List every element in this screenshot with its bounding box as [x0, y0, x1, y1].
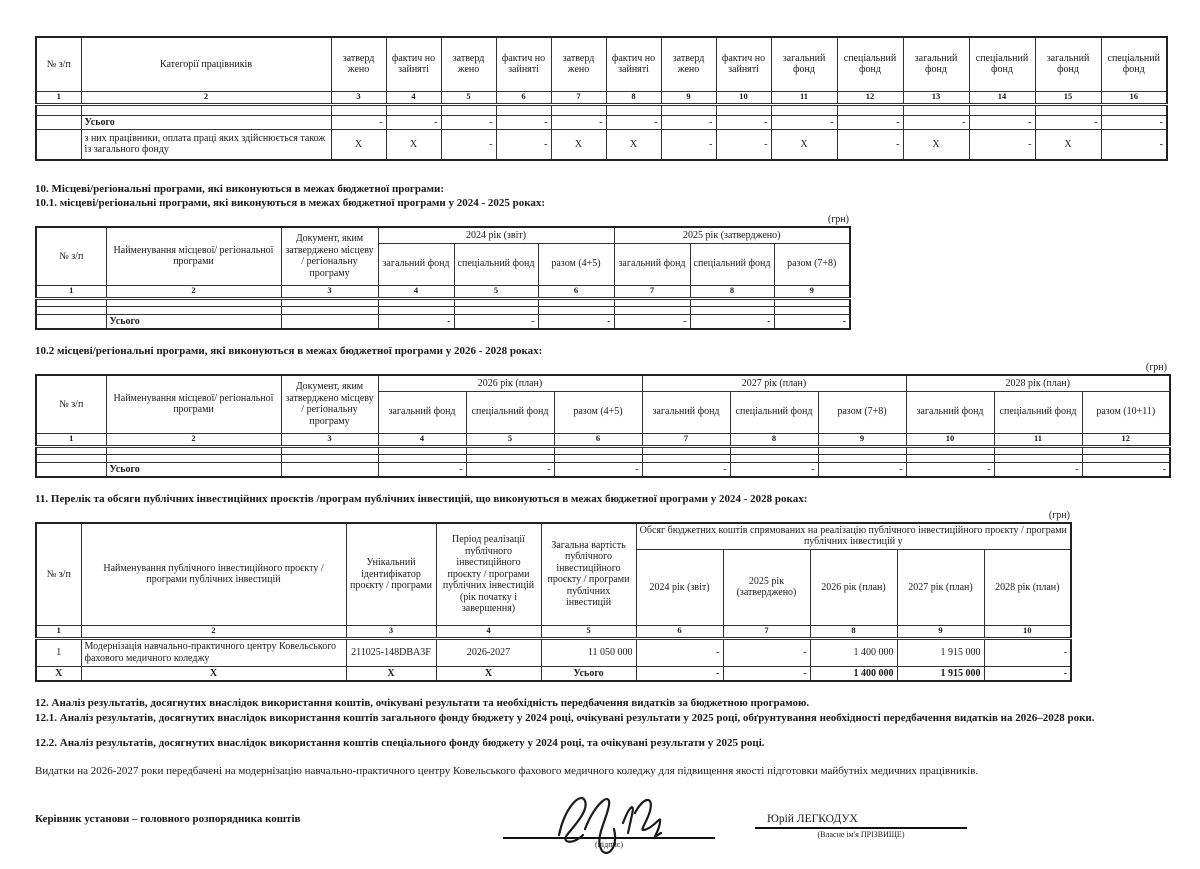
table-header-row [36, 523, 1071, 550]
total-2028: - [984, 666, 1071, 681]
col-occupied-header: фактич но зайняті [386, 37, 441, 91]
empty-row [36, 298, 850, 306]
empty-cell [994, 446, 1082, 454]
empty-cell [690, 306, 774, 314]
empty-cell [690, 298, 774, 306]
section-12-title: 12. Аналіз результатів, досягнутих внаслідок використання коштів, очікувані результати та необхідність передбачення видатків за бюджетною програмою. [35, 697, 810, 710]
year-2028-header: 2028 рік (план) [906, 375, 1170, 391]
col-period-header: Період реалізації публічного інвестиційного проєкту / програми публічних інвестицій (рік початку і завершення) [436, 523, 541, 626]
col-number: 11 [771, 91, 837, 104]
col-number: 3 [331, 91, 386, 104]
general-fund-header: загальний фонд [378, 243, 454, 285]
cell-value: - [441, 130, 496, 160]
col-number: 5 [454, 285, 538, 298]
total-label: Усього [81, 115, 331, 130]
budget-2027: 1 915 000 [897, 638, 984, 666]
empty-cell [661, 104, 716, 115]
col-project-name-header: Найменування публічного інвестиційного проєкту / програми публічних інвестицій [81, 523, 346, 626]
subcategory-label: з них працівники, оплата праці яких здійснюється також із загального фонду [81, 130, 331, 160]
total-x: X [436, 666, 541, 681]
empty-cell [378, 454, 466, 462]
col-number: 9 [661, 91, 716, 104]
col-number: 13 [903, 91, 969, 104]
empty-cell [496, 104, 551, 115]
empty-cell [454, 298, 538, 306]
col-special-fund-header: спеціальний фонд [837, 37, 903, 91]
project-name: Модернізація навчально-практичного центру Ковельського фахового медичного коледжу [81, 638, 346, 666]
empty-cell [903, 104, 969, 115]
col-number: 6 [554, 433, 642, 446]
general-fund-header: загальний фонд [614, 243, 690, 285]
column-numbers-row [36, 625, 1071, 638]
col-number: 2 [106, 285, 281, 298]
empty-cell [774, 306, 850, 314]
empty-cell [81, 104, 331, 115]
total-value: - [903, 115, 969, 130]
total-value: - [690, 314, 774, 329]
total-2026: 1 400 000 [810, 666, 897, 681]
total-value: - [771, 115, 837, 130]
year-2027-header: 2027 рік (план) [897, 549, 984, 625]
special-fund-header: спеціальний фонд [466, 391, 554, 433]
total-value: - [994, 462, 1082, 477]
cell-value: X [386, 130, 441, 160]
col-number: 4 [378, 285, 454, 298]
empty-cell [906, 454, 994, 462]
col-number: 5 [441, 91, 496, 104]
total-value: - [378, 314, 454, 329]
special-fund-header: спеціальний фонд [730, 391, 818, 433]
table-header-row [36, 227, 850, 243]
col-number: 6 [496, 91, 551, 104]
col-number: 4 [386, 91, 441, 104]
total-value: - [818, 462, 906, 477]
col-number: 5 [541, 625, 636, 638]
empty-cell [1082, 454, 1170, 462]
col-number: 3 [281, 285, 378, 298]
col-number: 6 [538, 285, 614, 298]
general-fund-header: загальний фонд [642, 391, 730, 433]
col-number: 8 [810, 625, 897, 638]
col-number: 16 [1101, 91, 1167, 104]
col-number: 10 [906, 433, 994, 446]
empty-cell [538, 298, 614, 306]
total-10-11-header: разом (10+11) [1082, 391, 1170, 433]
col-number: 8 [606, 91, 661, 104]
year-2024-header: 2024 рік (звіт) [636, 549, 723, 625]
col-identifier-header: Унікальний ідентифікатор проєкту / програми [346, 523, 436, 626]
col-special-fund-header: спеціальний фонд [1101, 37, 1167, 91]
empty-cell [36, 104, 81, 115]
empty-cell [837, 104, 903, 115]
total-value: - [386, 115, 441, 130]
staff-table [35, 36, 1168, 161]
empty-cell [1101, 104, 1167, 115]
budget-funds-span-header: Обсяг бюджетних коштів спрямованих на реалізацію публічного інвестиційного проєкту / програми публічних інвестицій у [636, 523, 1071, 550]
total-4-5-header: разом (4+5) [554, 391, 642, 433]
year-2024-header: 2024 рік (звіт) [378, 227, 614, 243]
section-10-2-title: 10.2 місцеві/регіональні програми, які виконуються в межах бюджетної програми у 2026 - 2028 роках: [35, 345, 543, 358]
total-2024: - [636, 666, 723, 681]
cell-value: X [903, 130, 969, 160]
total-row [36, 314, 850, 329]
year-2026-header: 2026 рік (план) [810, 549, 897, 625]
empty-cell [36, 462, 106, 477]
section-10-title: 10. Місцеві/регіональні програми, які виконуються в межах бюджетної програми: [35, 182, 445, 195]
budget-2025: - [723, 638, 810, 666]
col-number: 2 [81, 625, 346, 638]
col-general-fund-header: загальний фонд [771, 37, 837, 91]
empty-cell [551, 104, 606, 115]
cell-value: - [661, 130, 716, 160]
col-number: 7 [614, 285, 690, 298]
regional-programs-table-2026-2028 [35, 374, 1171, 478]
empty-cell [614, 306, 690, 314]
empty-cell [106, 306, 281, 314]
signature-block [35, 799, 1165, 849]
total-value: - [837, 115, 903, 130]
empty-cell [906, 446, 994, 454]
col-number: 1 [36, 91, 81, 104]
cell-value: X [1035, 130, 1101, 160]
col-number: 11 [994, 433, 1082, 446]
project-number: 1 [36, 638, 81, 666]
empty-cell [538, 306, 614, 314]
empty-cell [378, 298, 454, 306]
handwritten-signature [551, 783, 701, 869]
col-occupied-header: фактич но зайняті [716, 37, 771, 91]
col-number: 5 [466, 433, 554, 446]
total-value: - [466, 462, 554, 477]
empty-cell [818, 454, 906, 462]
empty-cell [281, 462, 378, 477]
cell-value: - [716, 130, 771, 160]
currency-units-label: (грн) [827, 214, 849, 226]
investment-projects-table [35, 522, 1072, 683]
signature-caption: (підпис) [594, 839, 623, 849]
cell-value: - [496, 130, 551, 160]
signature-area [503, 799, 715, 849]
col-number: 7 [642, 433, 730, 446]
total-7-8-header: разом (7+8) [774, 243, 850, 285]
col-number: 10 [716, 91, 771, 104]
col-number: 9 [818, 433, 906, 446]
empty-cell [466, 446, 554, 454]
general-fund-header: загальний фонд [378, 391, 466, 433]
total-value: - [661, 115, 716, 130]
total-value: - [969, 115, 1035, 130]
empty-cell [281, 306, 378, 314]
budget-2028: - [984, 638, 1071, 666]
year-2025-header: 2025 рік (затверджено) [614, 227, 850, 243]
col-approved-header: затверд жено [661, 37, 716, 91]
total-value: - [774, 314, 850, 329]
column-numbers-row [36, 433, 1170, 446]
total-value: - [614, 314, 690, 329]
name-caption: (Власне ім'я ПРІЗВИЩЕ) [817, 829, 905, 839]
empty-row [36, 104, 1167, 115]
col-number: 3 [346, 625, 436, 638]
empty-cell [281, 314, 378, 329]
total-value: - [1035, 115, 1101, 130]
col-approved-header: затверд жено [551, 37, 606, 91]
special-fund-header: спеціальний фонд [994, 391, 1082, 433]
empty-cell [774, 298, 850, 306]
empty-cell [281, 446, 378, 454]
regional-programs-table-2024-2025 [35, 226, 851, 330]
currency-units-label: (грн) [1048, 509, 1070, 521]
empty-cell [36, 306, 106, 314]
col-num-header: № з/п [36, 523, 81, 626]
empty-cell [378, 446, 466, 454]
empty-cell [642, 446, 730, 454]
empty-cell [454, 306, 538, 314]
budget-2026: 1 400 000 [810, 638, 897, 666]
col-num-header: № з/п [36, 375, 106, 433]
col-number: 4 [436, 625, 541, 638]
empty-cell [606, 104, 661, 115]
col-number: 12 [837, 91, 903, 104]
cell-value: X [331, 130, 386, 160]
year-2025-header: 2025 рік (затверджено) [723, 549, 810, 625]
project-cost: 11 050 000 [541, 638, 636, 666]
col-number: 4 [378, 433, 466, 446]
col-number: 10 [984, 625, 1071, 638]
col-special-fund-header: спеціальний фонд [969, 37, 1035, 91]
col-document-header: Документ, яким затверджено місцеву / регіональну програму [281, 375, 378, 433]
col-category-header: Категорії працівників [81, 37, 331, 91]
col-number: 2 [106, 433, 281, 446]
empty-cell [1035, 104, 1101, 115]
section-12-1-title: 12.1. Аналіз результатів, досягнутих внаслідок використання коштів загального фонду бюджету у 2024 році, очікувані результати у 2025 році, обґрунтування необхідності передбачення видатків на 2026–2028 роки. [35, 712, 1095, 725]
empty-row [36, 306, 850, 314]
section-12-2-title: 12.2. Аналіз результатів, досягнутих внаслідок використання коштів спеціального фонду бюджету у 2024 році, та очікувані результати у 2025 році. [35, 737, 765, 750]
total-x: X [81, 666, 346, 681]
total-2025: - [723, 666, 810, 681]
special-fund-header: спеціальний фонд [454, 243, 538, 285]
total-value: - [538, 314, 614, 329]
empty-cell [36, 115, 81, 130]
empty-cell [642, 454, 730, 462]
empty-cell [106, 298, 281, 306]
signatory-role: Керівник установи – головного розпорядника коштів [35, 812, 301, 825]
empty-row [36, 446, 1170, 454]
total-value: - [378, 462, 466, 477]
signatory-name-area [755, 799, 967, 839]
col-general-fund-header: загальний фонд [1035, 37, 1101, 91]
col-program-name-header: Найменування місцевої/ регіональної програми [106, 227, 281, 285]
empty-cell [331, 104, 386, 115]
empty-cell [466, 454, 554, 462]
total-value: - [496, 115, 551, 130]
empty-cell [554, 446, 642, 454]
year-2028-header: 2028 рік (план) [984, 549, 1071, 625]
empty-cell [281, 298, 378, 306]
col-num-header: № з/п [36, 37, 81, 91]
empty-cell [716, 104, 771, 115]
empty-cell [994, 454, 1082, 462]
col-approved-header: затверд жено [331, 37, 386, 91]
col-approved-header: затверд жено [441, 37, 496, 91]
empty-cell [36, 454, 106, 462]
empty-cell [36, 130, 81, 160]
empty-cell [36, 298, 106, 306]
empty-cell [441, 104, 496, 115]
staff-table-header [36, 37, 1167, 91]
col-number: 1 [36, 285, 106, 298]
col-number: 6 [636, 625, 723, 638]
col-number: 12 [1082, 433, 1170, 446]
cell-value: X [771, 130, 837, 160]
col-program-name-header: Найменування місцевої/ регіональної програми [106, 375, 281, 433]
empty-cell [386, 104, 441, 115]
empty-cell [771, 104, 837, 115]
general-fund-header: загальний фонд [906, 391, 994, 433]
total-value: - [606, 115, 661, 130]
total-row [36, 115, 1167, 130]
total-value: - [554, 462, 642, 477]
total-value: - [730, 462, 818, 477]
empty-cell [614, 298, 690, 306]
total-value: - [1082, 462, 1170, 477]
project-data-row [36, 638, 1071, 666]
total-x: X [346, 666, 436, 681]
currency-units-label: (грн) [1145, 362, 1167, 374]
empty-cell [36, 446, 106, 454]
cell-value: - [837, 130, 903, 160]
section-10-1-title: 10.1. місцеві/регіональні програми, які виконуються в межах бюджетної програми у 2024 - 2025 роках: [35, 197, 546, 210]
col-number: 2 [81, 91, 331, 104]
cell-value: X [606, 130, 661, 160]
total-value: - [716, 115, 771, 130]
col-number: 7 [551, 91, 606, 104]
col-cost-header: Загальна вартість публічного інвестиційного проєкту / програми публічних інвестицій [541, 523, 636, 626]
col-number: 9 [774, 285, 850, 298]
cell-value: - [969, 130, 1035, 160]
col-number: 1 [36, 625, 81, 638]
total-value: - [1101, 115, 1167, 130]
year-2026-header: 2026 рік (план) [378, 375, 642, 391]
empty-cell [106, 446, 281, 454]
empty-row [36, 454, 1170, 462]
total-x: X [36, 666, 81, 681]
col-number: 8 [690, 285, 774, 298]
empty-cell [969, 104, 1035, 115]
column-numbers-row [36, 91, 1167, 104]
col-number: 8 [730, 433, 818, 446]
total-value: - [551, 115, 606, 130]
project-period: 2026-2027 [436, 638, 541, 666]
total-value: - [454, 314, 538, 329]
col-occupied-header: фактич но зайняті [606, 37, 661, 91]
empty-cell [106, 454, 281, 462]
total-7-8-header: разом (7+8) [818, 391, 906, 433]
empty-cell [281, 454, 378, 462]
empty-cell [730, 446, 818, 454]
col-occupied-header: фактич но зайняті [496, 37, 551, 91]
total-label: Усього [541, 666, 636, 681]
year-2027-header: 2027 рік (план) [642, 375, 906, 391]
total-row [36, 666, 1071, 681]
empty-cell [1082, 446, 1170, 454]
col-document-header: Документ, яким затверджено місцеву / регіональну програму [281, 227, 378, 285]
cell-value: X [551, 130, 606, 160]
table-header-row [36, 375, 1170, 391]
total-4-5-header: разом (4+5) [538, 243, 614, 285]
col-number: 15 [1035, 91, 1101, 104]
expenditure-note: Видатки на 2026-2027 роки передбачені на модернізацію навчально-практичного центру Ковельського фахового медичного коледжу для підвищення якості підготовки майбутніх медичних працівників. [35, 764, 979, 777]
empty-cell [818, 446, 906, 454]
signatory-name: Юрій ЛЕГКОДУХ [755, 799, 967, 829]
total-value: - [441, 115, 496, 130]
total-label: Усього [106, 462, 281, 477]
col-number: 7 [723, 625, 810, 638]
col-number: 1 [36, 433, 106, 446]
total-label: Усього [106, 314, 281, 329]
total-value: - [642, 462, 730, 477]
special-fund-header: спеціальний фонд [690, 243, 774, 285]
empty-cell [730, 454, 818, 462]
total-2027: 1 915 000 [897, 666, 984, 681]
section-12 [35, 696, 1165, 778]
total-value: - [331, 115, 386, 130]
col-num-header: № з/п [36, 227, 106, 285]
cell-value: - [1101, 130, 1167, 160]
section-11-title: 11. Перелік та обсяги публічних інвестиційних проєктів /програм публічних інвестицій, що виконуються в межах бюджетної програми у 2024 - 2028 роках: [35, 493, 808, 506]
signature-line [503, 799, 715, 839]
project-identifier: 211025-148DBA3F [346, 638, 436, 666]
total-row [36, 462, 1170, 477]
empty-cell [378, 306, 454, 314]
col-general-fund-header: загальний фонд [903, 37, 969, 91]
col-number: 14 [969, 91, 1035, 104]
empty-cell [554, 454, 642, 462]
total-value: - [906, 462, 994, 477]
col-number: 9 [897, 625, 984, 638]
col-number: 3 [281, 433, 378, 446]
column-numbers-row [36, 285, 850, 298]
empty-cell [36, 314, 106, 329]
subcategory-row [36, 130, 1167, 160]
budget-2024: - [636, 638, 723, 666]
